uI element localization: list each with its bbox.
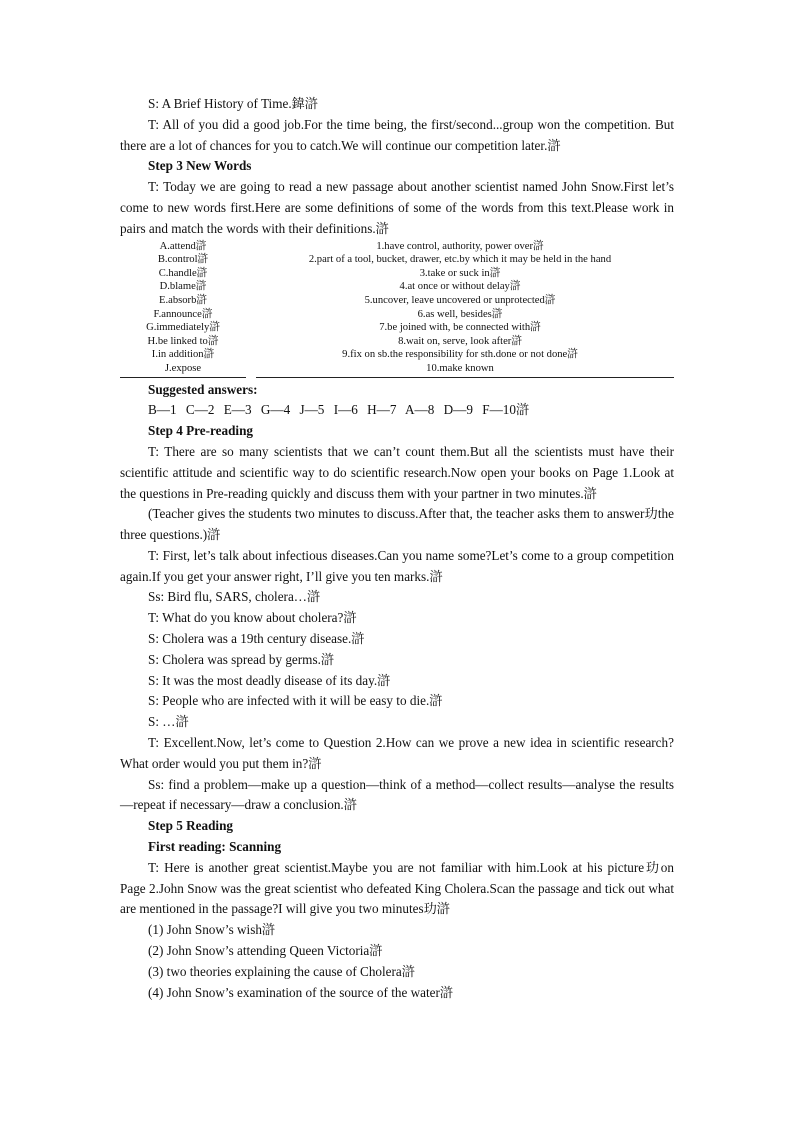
dialogue-line: Ss: find a problem—make up a question—think of a method—collect results—analyse the results—repeat if necessary—draw a conclusion.滸 — [120, 776, 674, 813]
vocab-definition: 3.take or suck in滸 — [419, 267, 501, 279]
vocab-row — [120, 240, 674, 254]
dialogue-line: T: Today we are going to read a new passage about another scientist named John Snow.First let’s come to new words first.Here are some definitions of some of the words from this text.Please work in pairs and match the words with their definitions.滸 — [120, 179, 674, 236]
dialogue-line: Ss: Bird flu, SARS, cholera…滸 — [148, 589, 321, 605]
dialogue-line: T: What do you know about cholera?滸 — [148, 610, 357, 626]
vocab-definition: 6.as well, besides滸 — [417, 308, 503, 320]
vocab-word: C.handle滸 — [158, 267, 208, 279]
dialogue-line: T: There are so many scientists that we can’t count them.But all the scientists must have their scientific attitude and scientific way to do scientific research.Now open your books on Page 1.Look at the questions in Pre-reading quickly and discuss them with your partner in two minutes.滸 — [120, 443, 674, 501]
vocab-table — [120, 240, 674, 380]
vocab-word: F.announce滸 — [153, 308, 213, 320]
document-page — [120, 94, 674, 1003]
vocab-row — [120, 362, 674, 376]
subsection-heading: First reading: Scanning — [148, 839, 282, 855]
table-bottom-rule — [120, 376, 674, 380]
dialogue-line: S: It was the most deadly disease of its day.滸 — [148, 672, 391, 688]
vocab-definition: 5.uncover, leave uncovered or unprotected滸 — [364, 294, 556, 306]
vocab-word: J.expose — [164, 362, 202, 374]
vocab-row — [120, 267, 674, 281]
vocab-word: D.blame滸 — [159, 281, 207, 293]
section-heading: Step 3 New Words — [148, 158, 252, 174]
dialogue-line: T: All of you did a good job.For the time being, the first/second...group won the competition. But there are a lot of chances for you to catch.We will continue our competition later.滸 — [120, 116, 674, 153]
vocab-word: G.immediately滸 — [146, 322, 220, 334]
dialogue-line: S: Cholera was spread by germs.滸 — [148, 651, 335, 667]
dialogue-line: S: …滸 — [148, 714, 189, 730]
section-heading: Suggested answers: — [148, 381, 258, 397]
section-heading: Step 4 Pre-reading — [148, 423, 254, 439]
dialogue-line: (Teacher gives the students two minutes to discuss.After that, the teacher asks them to answer玏the three questions.)滸 — [120, 506, 674, 543]
vocab-definition: 4.at once or without delay滸 — [399, 281, 521, 293]
vocab-definition: 8.wait on, serve, look after滸 — [398, 335, 522, 347]
dialogue-line: S: Cholera was a 19th century disease.滸 — [148, 631, 365, 647]
answer-key: B—1 C—2 E—3 G—4 J—5 I—6 H—7 A—8 D—9 F—10滸 — [148, 402, 530, 418]
vocab-definition: 7.be joined with, be connected with滸 — [379, 322, 541, 334]
section-heading: Step 5 Reading — [148, 818, 233, 834]
vocab-word: E.absorb滸 — [159, 294, 207, 306]
vocab-word: A.attend滸 — [159, 240, 207, 252]
dialogue-line: S: People who are infected with it will be easy to die.滸 — [148, 693, 443, 709]
vocab-definition: 9.fix on sb.the responsibility for sth.done or not done滸 — [342, 349, 578, 361]
list-item: (2) John Snow’s attending Queen Victoria滸 — [148, 943, 383, 959]
list-item: (1) John Snow’s wish滸 — [148, 922, 276, 938]
list-item: (3) two theories explaining the cause of Cholera滸 — [148, 963, 415, 979]
vocab-row — [120, 253, 674, 267]
vocab-row — [120, 294, 674, 308]
vocab-word: H.be linked to滸 — [147, 335, 219, 347]
dialogue-line: T: First, let’s talk about infectious diseases.Can you name some?Let’s come to a group competition again.If you get your answer right, I’ll give you ten marks.滸 — [120, 547, 674, 584]
list-item: (4) John Snow’s examination of the source of the water滸 — [148, 984, 454, 1000]
vocab-row — [120, 335, 674, 349]
vocab-row — [120, 348, 674, 362]
vocab-row — [120, 321, 674, 335]
vocab-word: B.control滸 — [157, 254, 209, 266]
dialogue-line: T: Here is another great scientist.Maybe you are not familiar with him.Look at his picture玏on Page 2.John Snow was the great scientist who defeated King Cholera.Scan the passage and tick out what are mentioned in the passage?I will give you two minutes玏滸 — [120, 859, 674, 917]
vocab-definition: 1.have control, authority, power over滸 — [376, 240, 544, 252]
vocab-word: I.in addition滸 — [151, 349, 215, 361]
dialogue-line: T: Excellent.Now, let’s come to Question 2.How can we prove a new idea in scientific research?What order would you put them in?滸 — [120, 735, 674, 771]
vocab-definition: 10.make known — [426, 362, 494, 374]
vocab-definition: 2.part of a tool, bucket, drawer, etc.by which it may be held in the hand — [308, 254, 612, 266]
dialogue-line: S: A Brief History of Time.鍏滸 — [148, 96, 318, 111]
vocab-row — [120, 308, 674, 322]
vocab-row — [120, 280, 674, 294]
